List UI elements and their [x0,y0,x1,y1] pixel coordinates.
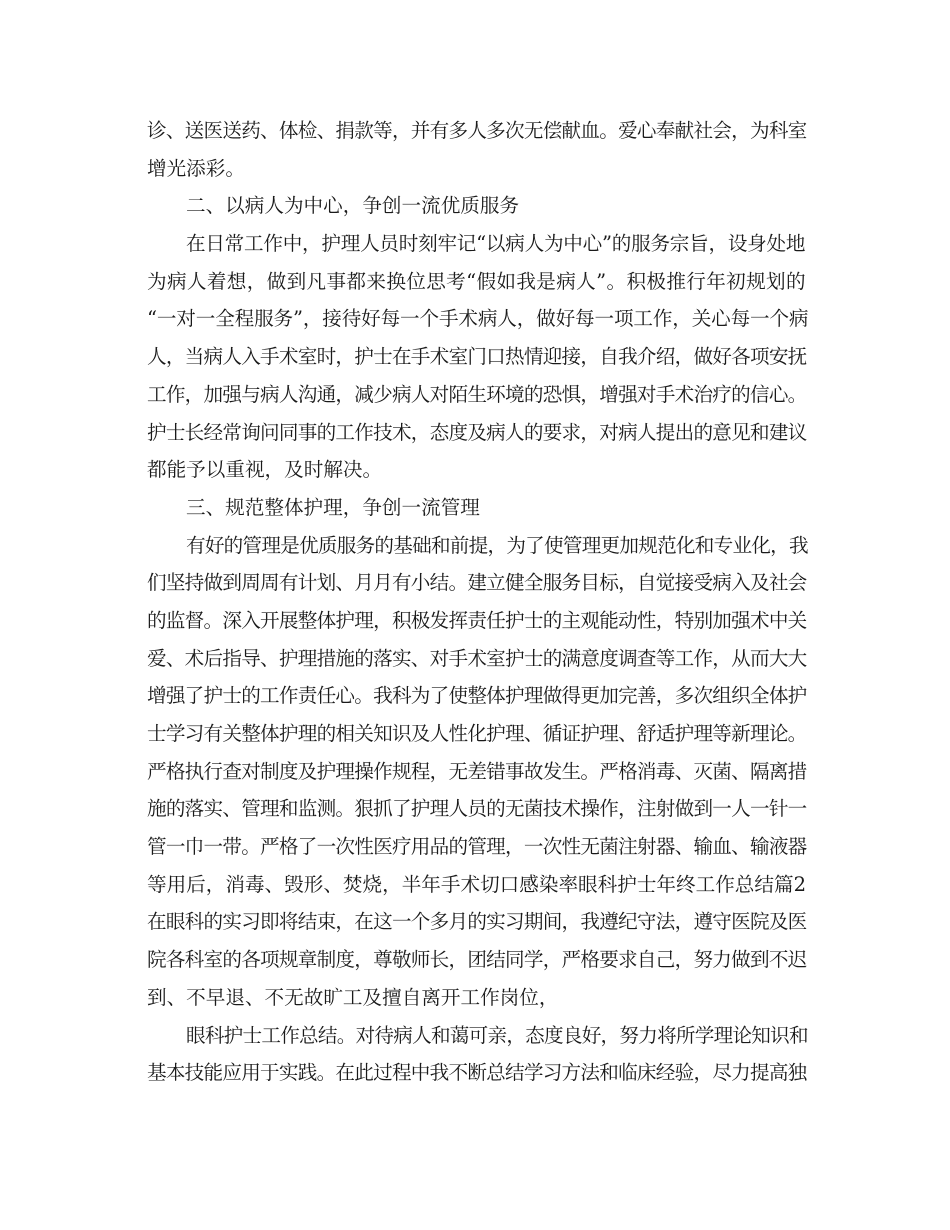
text-line: 管一巾一带。严格了一次性医疗用品的管理，一次性无菌注射器、输血、输液器 [147,835,807,859]
section-heading: 二、以病人为中心，争创一流优质服务 [186,194,520,218]
text-line: 士学习有关整体护理的相关知识及人性化护理、循证护理、舒适护理等新理论。 [147,722,807,745]
text-line: 在眼科的实习即将结束，在这一个多月的实习期间，我遵纪守法，遵守医院及医 [147,910,807,934]
text-line: 们坚持做到周周有计划、月月有小结。建立健全服务目标，自觉接受病入及社会 [147,571,807,595]
text-line: 有好的管理是优质服务的基础和前提，为了使管理更加规范化和专业化，我 [186,533,808,557]
text-line: 的监督。深入开展整体护理，积极发挥责任护士的主观能动性，特别加强术中关 [147,608,807,632]
text-line: “一对一全程服务”，接待好每一个手术病人，做好每一项工作，关心每一个病 [147,307,809,331]
text-line: 诊、送医送药、体检、捐款等，并有多人多次无偿献血。爱心奉献社会，为科室 [147,119,807,142]
text-line: 院各科室的各项规章制度，尊敬师长，团结同学，严格要求自己，努力做到不迟 [147,948,807,972]
text-line: 严格执行查对制度及护理操作规程，无差错事故发生。严格消毒、灭菌、隔离措 [147,759,807,783]
text-line: 眼科护士工作总结。对待病人和蔼可亲，态度良好，努力将所学理论知识和 [186,1023,808,1047]
text-line: 人，当病人入手术室时，护士在手术室门口热情迎接，自我介绍，做好各项安抚 [147,345,807,369]
text-line: 增强了护士的工作责任心。我科为了使整体护理做得更加完善，多次组织全体护 [147,684,807,708]
text-line: 增光添彩。 [147,156,245,180]
text-line: 工作，加强与病人沟通，减少病人对陌生环境的恐惧，增强对手术治疗的信心。 [147,382,807,406]
text-line: 等用后，消毒、毁形、焚烧，半年手术切口感染率眼科护士年终工作总结篇2 [147,872,807,896]
text-line: 爱、术后指导、护理措施的落实、对手术室护士的满意度调查等工作，从而大大 [147,646,807,670]
text-line: 都能予以重视，及时解决。 [147,458,383,482]
text-line: 为病人着想，做到凡事都来换位思考“假如我是病人”。积极推行年初规划的 [147,269,806,293]
section-heading: 三、规范整体护理，争创一流管理 [186,495,480,519]
document-body [147,112,807,1092]
text-line: 基本技能应用于实践。在此过程中我不断总结学习方法和临床经验，尽力提高独 [147,1061,807,1085]
text-line: 在日常工作中，护理人员时刻牢记“以病人为中心”的服务宗旨，设身处地 [186,232,806,256]
text-line: 到、不早退、不无故旷工及擅自离开工作岗位， [147,985,559,1009]
text-line: 护士长经常询问同事的工作技术，态度及病人的要求，对病人提出的意见和建议 [147,420,807,444]
text-line: 施的落实、管理和监测。狠抓了护理人员的无菌技术操作，注射做到一人一针一 [147,797,807,821]
